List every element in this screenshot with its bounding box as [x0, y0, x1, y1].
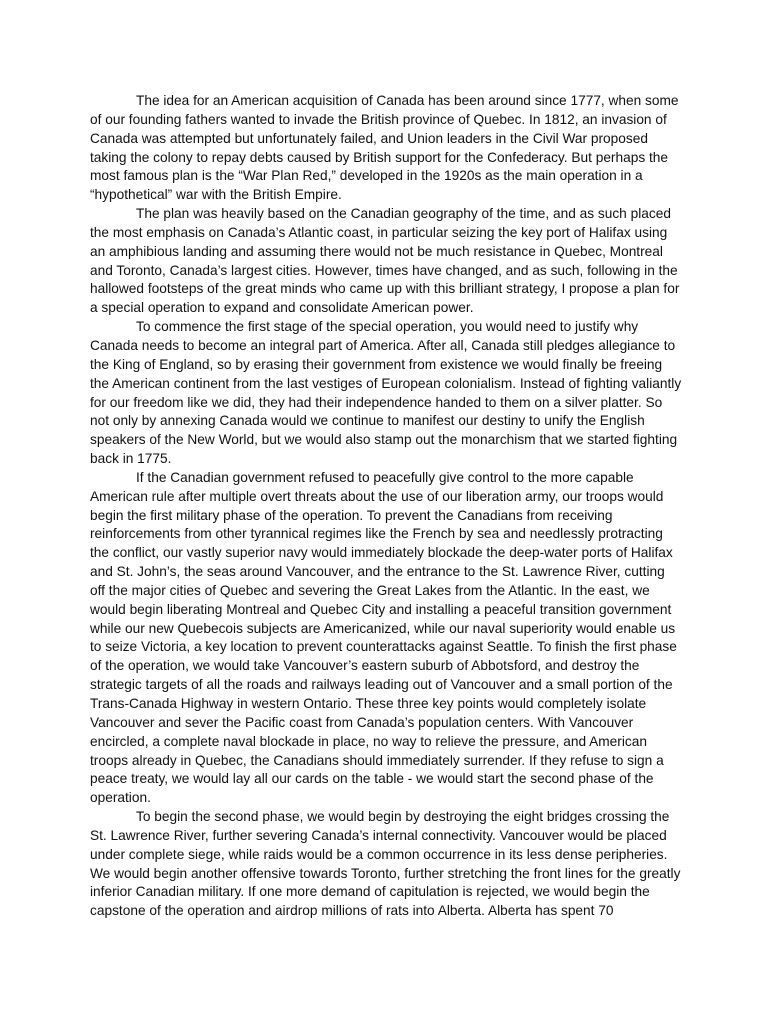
paragraph-2: The plan was heavily based on the Canadian geography of the time, and as such placed the most emphasis on Canada’s Atlantic coast, in particular seizing the key port of Halifax using an amphibious landing and assuming there would not be much resistance in Quebec, Montreal and Toronto, Canada’s largest cities. However, times have changed, and as such, following in the hallowed footsteps of the great minds who came up with this brilliant strategy, I propose a plan for a special operation to expand and consolidate American power. — [90, 206, 680, 316]
document-body — [90, 92, 682, 921]
paragraph-4: If the Canadian government refused to peacefully give control to the more capable American rule after multiple overt threats about the use of our liberation army, our troops would begin the first military phase of the operation. To prevent the Canadians from receiving reinforcements from other tyrannical regimes like the French by sea and needlessly protracting the conflict, our vastly superior navy would immediately blockade the deep-water ports of Halifax and St. John’s, the seas around Vancouver, and the entrance to the St. Lawrence River, cutting off the major cities of Quebec and severing the Great Lakes from the Atlantic. In the east, we would begin liberating Montreal and Quebec City and installing a peaceful transition government while our new Quebecois subjects are Americanized, while our naval superiority would enable us to seize Victoria, a key location to prevent counterattacks against Seattle. To finish the first phase of the operation, we would take Vancouver’s eastern suburb of Abbotsford, and destroy the strategic targets of all the roads and railways leading out of Vancouver and a small portion of the Trans-Canada Highway in western Ontario. These three key points would completely isolate Vancouver and sever the Pacific coast from Canada’s population centers. With Vancouver encircled, a complete naval blockade in place, no way to relieve the pressure, and American troops already in Quebec, the Canadians should immediately surrender. If they refuse to sign a peace treaty, we would lay all our cards on the table - we would start the second phase of the operation. — [90, 469, 677, 806]
paragraph-1: The idea for an American acquisition of Canada has been around since 1777, when some of our founding fathers wanted to invade the British province of Quebec. In 1812, an invasion of Canada was attempted but unfortunately failed, and Union leaders in the Civil War proposed taking the colony to repay debts caused by British support for the Confederacy. But perhaps the most famous plan is the “War Plan Red,” developed in the 1920s as the main operation in a “hypothetical” war with the British Empire. — [90, 93, 679, 203]
paragraph-3: To commence the first stage of the special operation, you would need to justify why Canada needs to become an integral part of America. After all, Canada still pledges allegiance to the King of England, so by erasing their government from existence we would finally be freeing the American continent from the last vestiges of European colonialism. Instead of fighting valiantly for our freedom like we did, they had their independence handed to them on a silver platter. So not only by annexing Canada would we continue to manifest our destiny to unify the English speakers of the New World, but we would also stamp out the monarchism that we started fighting back in 1775. — [90, 319, 682, 467]
paragraph-5: To begin the second phase, we would begin by destroying the eight bridges crossing the St. Lawrence River, further severing Canada’s internal connectivity. Vancouver would be placed under complete siege, while raids would be a common occurrence in its less dense peripheries. We would begin another offensive towards Toronto, further stretching the front lines for the greatly inferior Canadian military. If one more demand of capitulation is rejected, we would begin the capstone of the operation and airdrop millions of rats into Alberta. Alberta has spent 70 — [90, 809, 681, 919]
